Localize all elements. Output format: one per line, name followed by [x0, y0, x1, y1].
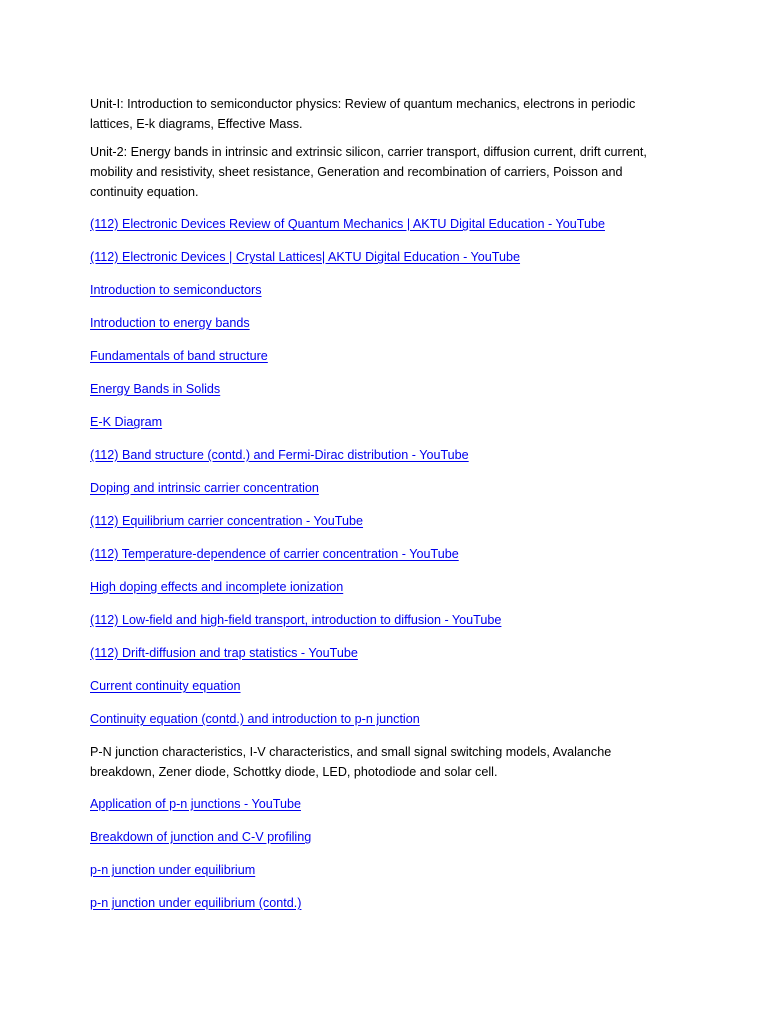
link-review-quantum-mechanics[interactable]: (112) Electronic Devices Review of Quantum Mechanics | AKTU Digital Education - YouTube — [90, 217, 605, 231]
link-list-units — [90, 214, 672, 729]
link-pn-equilibrium-contd[interactable]: p-n junction under equilibrium (contd.) — [90, 896, 302, 910]
link-temperature-dependence[interactable]: (112) Temperature-dependence of carrier concentration - YouTube — [90, 547, 459, 561]
link-fundamentals-band-structure[interactable]: Fundamentals of band structure — [90, 349, 268, 363]
link-pn-equilibrium[interactable]: p-n junction under equilibrium — [90, 863, 256, 877]
link-current-continuity[interactable]: Current continuity equation — [90, 679, 241, 693]
link-application-pn-junctions[interactable]: Application of p-n junctions - YouTube — [90, 797, 301, 811]
link-doping-intrinsic-carrier[interactable]: Doping and intrinsic carrier concentration — [90, 481, 319, 495]
link-drift-diffusion-trap[interactable]: (112) Drift-diffusion and trap statistics - YouTube — [90, 646, 358, 660]
pn-junction-paragraph: P-N junction characteristics, I-V characteristics, and small signal switching models, Avalanche breakdown, Zener diode, Schottky diode, LED, photodiode and solar cell. — [90, 745, 612, 779]
unit-1-paragraph: Unit-I: Introduction to semiconductor physics: Review of quantum mechanics, electrons in periodic lattices, E-k diagrams, Effective Mass. — [90, 97, 636, 131]
link-band-structure-fermi-dirac[interactable]: (112) Band structure (contd.) and Fermi-Dirac distribution - YouTube — [90, 448, 469, 462]
link-low-high-field-transport[interactable]: (112) Low-field and high-field transport, introduction to diffusion - YouTube — [90, 613, 502, 627]
link-intro-semiconductors[interactable]: Introduction to semiconductors — [90, 283, 262, 297]
link-ek-diagram[interactable]: E-K Diagram — [90, 415, 163, 429]
link-breakdown-cv-profiling[interactable]: Breakdown of junction and C-V profiling — [90, 830, 312, 844]
link-continuity-pn-intro[interactable]: Continuity equation (contd.) and introduction to p-n junction — [90, 712, 420, 726]
link-high-doping-effects[interactable]: High doping effects and incomplete ionization — [90, 580, 344, 594]
link-energy-bands-solids[interactable]: Energy Bands in Solids — [90, 382, 221, 396]
link-intro-energy-bands[interactable]: Introduction to energy bands — [90, 316, 250, 330]
link-crystal-lattices[interactable]: (112) Electronic Devices | Crystal Lattices| AKTU Digital Education - YouTube — [90, 250, 521, 264]
link-list-pn — [90, 794, 672, 913]
unit-2-paragraph: Unit-2: Energy bands in intrinsic and extrinsic silicon, carrier transport, diffusion current, drift current, mobility and resistivity, sheet resistance, Generation and recombination of carriers, Poisson and continuity equation. — [90, 145, 647, 199]
link-equilibrium-carrier-concentration[interactable]: (112) Equilibrium carrier concentration - YouTube — [90, 514, 364, 528]
